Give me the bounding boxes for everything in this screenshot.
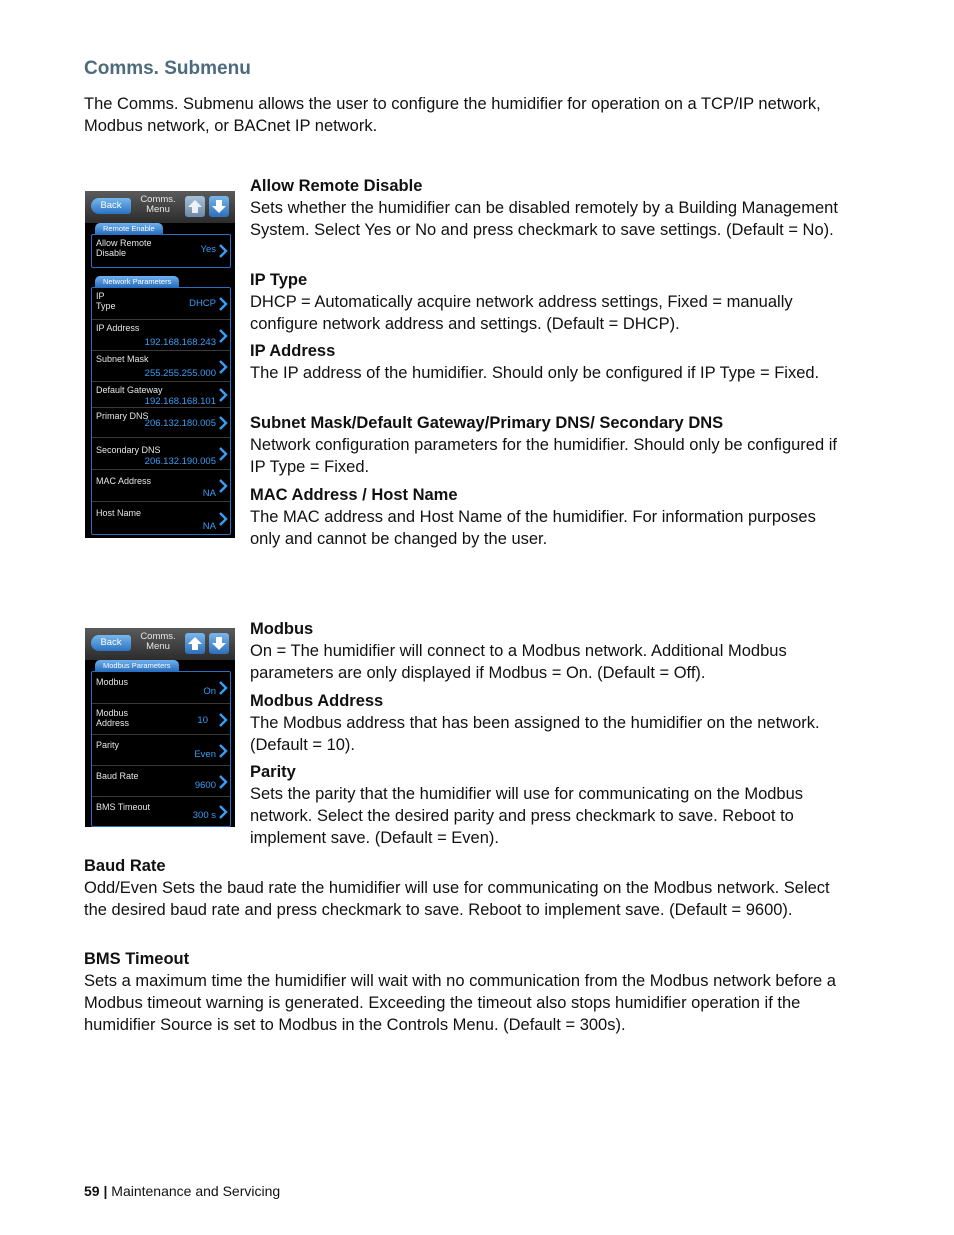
- desc-ip-address: [250, 340, 850, 384]
- row-host-name[interactable]: [92, 501, 230, 535]
- desc-heading: Allow Remote Disable: [250, 177, 423, 195]
- row-label: Baud Rate: [96, 771, 139, 781]
- desc-modbus: [250, 618, 850, 684]
- row-primary-dns[interactable]: [92, 407, 230, 438]
- row-modbus-address[interactable]: [92, 703, 230, 735]
- chevron-right-icon: [219, 805, 228, 819]
- page-footer: [84, 1183, 280, 1199]
- up-arrow-icon[interactable]: [185, 196, 205, 217]
- row-label: IP Type: [96, 291, 116, 311]
- network-parameters-group: [91, 287, 231, 535]
- desc-text: On = The humidifier will connect to a Modbus network. Additional Modbus parameters are only displayed if Modbus = On. (Default = Off).: [250, 642, 787, 682]
- back-button[interactable]: Back: [91, 198, 131, 214]
- row-modbus[interactable]: [92, 672, 230, 703]
- desc-mac-host: [250, 484, 850, 550]
- row-label: Subnet Mask: [96, 354, 149, 364]
- chevron-right-icon: [219, 713, 228, 727]
- desc-heading: Parity: [250, 763, 296, 781]
- up-arrow-icon[interactable]: [185, 633, 205, 654]
- footer-section: Maintenance and Servicing: [111, 1183, 281, 1199]
- desc-text: DHCP = Automatically acquire network address settings, Fixed = manually configure network address and settings. (Default = DHCP).: [250, 293, 793, 333]
- chevron-right-icon: [219, 447, 228, 461]
- row-label: MAC Address: [96, 476, 152, 486]
- row-bms-timeout[interactable]: [92, 796, 230, 827]
- desc-text: Network configuration parameters for the humidifier. Should only be configured if IP Type = Fixed.: [250, 436, 837, 476]
- desc-modbus-address: [250, 690, 850, 756]
- row-label: IP Address: [96, 323, 140, 333]
- chevron-right-icon: [219, 297, 228, 311]
- row-label: Secondary DNS: [96, 445, 161, 455]
- back-button[interactable]: Back: [91, 635, 131, 651]
- row-value: 192.168.168.101: [144, 396, 216, 407]
- group-tab-modbus-parameters: Modbus Parameters: [95, 660, 179, 671]
- desc-text: The MAC address and Host Name of the humidifier. For information purposes only and cannot be changed by the user.: [250, 508, 816, 548]
- desc-heading: MAC Address / Host Name: [250, 486, 458, 504]
- desc-heading: Subnet Mask/Default Gateway/Primary DNS/ Secondary DNS: [250, 414, 724, 432]
- remote-enable-group: [91, 234, 231, 268]
- down-arrow-icon[interactable]: [209, 196, 229, 217]
- row-value: 10: [197, 715, 208, 726]
- row-value: NA: [202, 521, 216, 532]
- desc-heading: BMS Timeout: [84, 950, 190, 968]
- row-secondary-dns[interactable]: [92, 437, 230, 470]
- desc-heading: IP Type: [250, 271, 308, 289]
- chevron-right-icon: [219, 681, 228, 695]
- row-value: Even: [194, 749, 216, 760]
- screen-header: [85, 628, 235, 660]
- chevron-right-icon: [219, 360, 228, 374]
- row-allow-remote-disable[interactable]: [92, 235, 230, 267]
- row-label: Parity: [96, 740, 120, 750]
- menu-title: Comms. Menu: [140, 631, 176, 652]
- desc-allow-remote-disable: [250, 175, 850, 241]
- desc-text: Sets the parity that the humidifier will use for communicating on the Modbus network. Select the desired parity and press checkmark to save. Reboot to implement save. (Default = Even).: [250, 785, 804, 847]
- row-ip-address[interactable]: [92, 319, 230, 351]
- intro-paragraph: The Comms. Submenu allows the user to configure the humidifier for operation on a TCP/IP network, Modbus network, or BACnet IP network.: [84, 95, 821, 135]
- chevron-right-icon: [219, 512, 228, 526]
- section-title: Comms. Submenu: [84, 58, 251, 79]
- chevron-right-icon: [219, 744, 228, 758]
- row-baud-rate[interactable]: [92, 765, 230, 797]
- modbus-menu-screen: [85, 628, 235, 827]
- chevron-right-icon: [219, 775, 228, 789]
- row-value: 206.132.180.005: [144, 418, 216, 429]
- row-label: BMS Timeout: [96, 802, 151, 812]
- footer-separator: |: [103, 1183, 108, 1199]
- desc-heading: Modbus Address: [250, 692, 384, 710]
- desc-heading: IP Address: [250, 342, 336, 360]
- row-value: 300 s: [192, 810, 216, 821]
- row-value: NA: [202, 488, 216, 499]
- row-label: Primary DNS: [96, 411, 149, 421]
- desc-text: Sets a maximum time the humidifier will wait with no communication from the Modbus network before a Modbus timeout warning is generated. Exceeding the timeout also stops humidifier operation if the humidifier Source is set to Modbus in the Controls Menu. (Default = 300s).: [84, 972, 836, 1034]
- row-ip-type[interactable]: [92, 288, 230, 319]
- desc-text: The Modbus address that has been assigned to the humidifier on the network. (Default = 10).: [250, 714, 820, 754]
- desc-heading: Baud Rate: [84, 857, 166, 875]
- chevron-right-icon: [219, 388, 228, 402]
- group-tab-network-parameters: Network Parameters: [95, 276, 179, 287]
- chevron-right-icon: [219, 479, 228, 493]
- group-tab-remote-enable: Remote Enable: [95, 223, 163, 234]
- row-parity[interactable]: [92, 734, 230, 766]
- row-label: Default Gateway: [96, 385, 163, 395]
- desc-network-params: [250, 412, 850, 478]
- row-value: DHCP: [189, 298, 216, 309]
- row-value: Yes: [200, 244, 216, 255]
- chevron-right-icon: [219, 244, 228, 258]
- row-label: Modbus: [96, 677, 129, 687]
- desc-baud-rate: [84, 855, 854, 921]
- row-value: 206.132.190.005: [144, 456, 216, 467]
- desc-parity: [250, 761, 850, 849]
- screen-header: [85, 191, 235, 223]
- row-label: Host Name: [96, 508, 142, 518]
- desc-heading: Modbus: [250, 620, 314, 638]
- desc-ip-type: [250, 269, 850, 335]
- page-number: 59: [84, 1183, 100, 1199]
- row-value: 192.168.168.243: [144, 337, 216, 348]
- row-value: On: [203, 686, 216, 697]
- row-label: Allow Remote Disable: [96, 238, 152, 258]
- row-value: 255.255.255.000: [144, 368, 216, 379]
- desc-text: The IP address of the humidifier. Should only be configured if IP Type = Fixed.: [250, 364, 820, 382]
- modbus-parameters-group: [91, 671, 231, 827]
- desc-text: Sets whether the humidifier can be disabled remotely by a Building Management System. Select Yes or No and press checkmark to save settings. (Default = No).: [250, 199, 838, 239]
- chevron-right-icon: [219, 416, 228, 430]
- menu-title: Comms. Menu: [140, 194, 176, 215]
- down-arrow-icon[interactable]: [209, 633, 229, 654]
- chevron-right-icon: [219, 329, 228, 343]
- row-value: 9600: [194, 780, 216, 791]
- desc-bms-timeout: [84, 948, 854, 1036]
- row-label: Modbus Address: [96, 708, 130, 728]
- desc-text: Odd/Even Sets the baud rate the humidifier will use for communicating on the Modbus network. Select the desired baud rate and press checkmark to save. Reboot to implement save. (Default = 9600).: [84, 879, 830, 919]
- row-default-gateway[interactable]: [92, 381, 230, 408]
- comms-menu-screen: [85, 191, 235, 538]
- row-mac-address[interactable]: [92, 469, 230, 502]
- row-subnet-mask[interactable]: [92, 350, 230, 382]
